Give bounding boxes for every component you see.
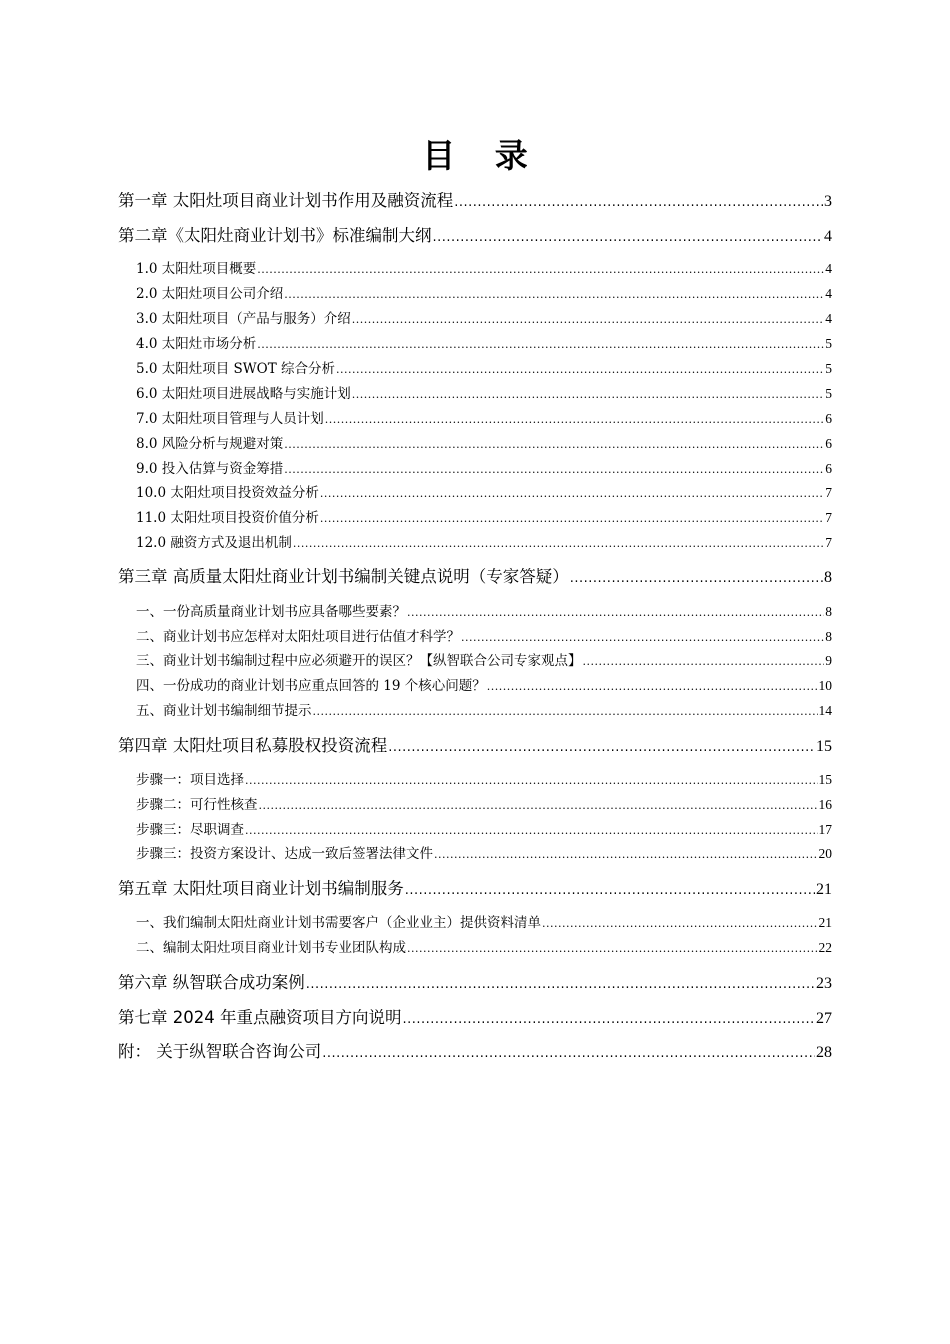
toc-leader-dots — [433, 226, 824, 248]
toc-entry-page: 21 — [816, 881, 832, 898]
toc-subentry[interactable] — [136, 309, 832, 329]
toc-entry-text: 第五章 太阳灶项目商业计划书编制服务 — [118, 879, 404, 898]
toc-subentry[interactable] — [136, 533, 832, 553]
toc-entry-text: 第一章 太阳灶项目商业计划书作用及融资流程 — [118, 191, 454, 210]
toc-entry-text: 一、我们编制太阳灶商业计划书需要客户（企业业主）提供资料清单 — [136, 915, 541, 931]
toc-entry-page: 16 — [818, 797, 832, 812]
toc-entry-page: 6 — [825, 411, 832, 426]
toc-entry-text: 二、商业计划书应怎样对太阳灶项目进行估值才科学？ — [136, 629, 460, 645]
toc-entry-page: 3 — [824, 193, 832, 210]
toc-entry-page: 4 — [825, 311, 832, 326]
toc-entry[interactable] — [118, 1006, 832, 1030]
toc-leader-dots — [434, 845, 818, 864]
toc-entry-page: 5 — [825, 361, 832, 376]
toc-entry-text: 一、一份高质量商业计划书应具备哪些要素？ — [136, 604, 406, 620]
toc-entry-text: 12.0 融资方式及退出机制 — [136, 535, 292, 551]
toc-entry-text: 8.0 风险分析与规避对策 — [136, 436, 284, 452]
toc-entry-text: 2.0 太阳灶项目公司介绍 — [136, 286, 284, 302]
toc-leader-dots — [583, 652, 825, 671]
toc-entry[interactable] — [118, 565, 832, 589]
toc-leader-dots — [257, 335, 824, 354]
toc-entry-page: 17 — [818, 822, 832, 837]
toc-leader-dots — [322, 1042, 815, 1064]
toc-leader-dots — [542, 914, 818, 933]
toc-entry-page: 6 — [825, 461, 832, 476]
toc-leader-dots — [570, 567, 823, 589]
toc-entry[interactable] — [118, 224, 832, 248]
toc-subentry[interactable] — [136, 359, 832, 379]
toc-entry-page: 7 — [825, 535, 832, 550]
toc-subentry[interactable] — [136, 259, 832, 279]
toc-leader-dots — [257, 260, 824, 279]
toc-title: 目 录 — [422, 136, 542, 175]
toc-leader-dots — [487, 677, 818, 696]
toc-entry-page: 4 — [825, 261, 832, 276]
toc-leader-dots — [245, 821, 818, 840]
toc-leader-dots — [320, 484, 824, 503]
toc-entry-page: 21 — [818, 915, 832, 930]
toc-entry-page: 4 — [825, 286, 832, 301]
toc-entry-page: 23 — [816, 975, 832, 992]
toc-subentry[interactable] — [136, 384, 832, 404]
toc-subentry[interactable] — [136, 508, 832, 528]
toc-entry-page: 14 — [818, 703, 832, 718]
toc-entry-text: 第三章 高质量太阳灶商业计划书编制关键点说明（专家答疑） — [118, 567, 569, 586]
toc-entry-text: 10.0 太阳灶项目投资效益分析 — [136, 485, 319, 501]
toc-subentry[interactable] — [136, 770, 832, 790]
toc-leader-dots — [284, 435, 824, 454]
toc-subentry[interactable] — [136, 938, 832, 958]
toc-entry-text: 第四章 太阳灶项目私募股权投资流程 — [118, 736, 388, 755]
toc-leader-dots — [336, 360, 824, 379]
toc-leader-dots — [284, 460, 824, 479]
toc-leader-dots — [407, 603, 824, 622]
toc-subentry[interactable] — [136, 459, 832, 479]
toc-subentry[interactable] — [136, 913, 832, 933]
toc-entry-text: 3.0 太阳灶项目（产品与服务）介绍 — [136, 311, 351, 327]
toc-entry-text: 7.0 太阳灶项目管理与人员计划 — [136, 411, 324, 427]
toc-entry-text: 附： 关于纵智联合咨询公司 — [118, 1042, 322, 1061]
toc-entry-page: 28 — [816, 1044, 832, 1061]
toc-leader-dots — [352, 385, 824, 404]
toc-entry[interactable] — [118, 971, 832, 995]
toc-leader-dots — [313, 702, 818, 721]
toc-subentry[interactable] — [136, 602, 832, 622]
toc-subentry[interactable] — [136, 820, 832, 840]
toc-entry-page: 10 — [818, 678, 832, 693]
toc-leader-dots — [245, 771, 818, 790]
toc-entry-text: 步骤一：项目选择 — [136, 772, 244, 788]
toc-entry-page: 9 — [825, 653, 832, 668]
toc-entry-page: 20 — [818, 846, 832, 861]
toc-entry-text: 6.0 太阳灶项目进展战略与实施计划 — [136, 386, 351, 402]
toc-subentry[interactable] — [136, 676, 832, 696]
toc-leader-dots — [407, 939, 818, 958]
toc-entry-page: 6 — [825, 436, 832, 451]
toc-entry-page: 5 — [825, 336, 832, 351]
toc-entry[interactable] — [118, 734, 832, 758]
toc-leader-dots — [284, 285, 824, 304]
toc-entry-page: 8 — [825, 604, 832, 619]
toc-subentry[interactable] — [136, 409, 832, 429]
toc-entry-page: 27 — [816, 1010, 832, 1027]
toc-entry-text: 步骤三：尽职调查 — [136, 822, 244, 838]
toc-leader-dots — [405, 879, 815, 901]
toc-entry-page: 15 — [816, 738, 832, 755]
toc-entry-page: 7 — [825, 510, 832, 525]
toc-entry-page: 7 — [825, 485, 832, 500]
toc-entry-text: 五、商业计划书编制细节提示 — [136, 703, 312, 719]
toc-entry-text: 第七章 2024 年重点融资项目方向说明 — [118, 1008, 402, 1027]
toc-entry[interactable] — [118, 1040, 832, 1064]
toc-entry-text: 步骤三：投资方案设计、达成一致后签署法律文件 — [136, 846, 433, 862]
toc-entry-page: 22 — [818, 940, 832, 955]
toc-subentry[interactable] — [136, 701, 832, 721]
toc-leader-dots — [306, 973, 815, 995]
toc-entry-text: 四、一份成功的商业计划书应重点回答的 19 个核心问题？ — [136, 678, 486, 694]
toc-subentry[interactable] — [136, 334, 832, 354]
toc-entry-text: 三、商业计划书编制过程中应必须避开的误区？【纵智联合公司专家观点】 — [136, 653, 582, 669]
toc-entry-text: 4.0 太阳灶市场分析 — [136, 336, 257, 352]
toc-entry[interactable] — [118, 189, 832, 213]
toc-entry-text: 11.0 太阳灶项目投资价值分析 — [136, 510, 319, 526]
toc-entry-page: 5 — [825, 386, 832, 401]
toc-entry-text: 二、编制太阳灶项目商业计划书专业团队构成 — [136, 940, 406, 956]
toc-subentry[interactable] — [136, 284, 832, 304]
toc-subentry[interactable] — [136, 627, 832, 647]
toc-subentry[interactable] — [136, 434, 832, 454]
toc-entry-page: 8 — [824, 569, 832, 586]
toc-leader-dots — [461, 628, 824, 647]
toc-entry-page: 15 — [818, 772, 832, 787]
toc-leader-dots — [388, 736, 815, 758]
toc-leader-dots — [293, 534, 824, 553]
toc-subentry[interactable] — [136, 795, 832, 815]
toc-entry-page: 4 — [824, 228, 832, 245]
toc-leader-dots — [402, 1008, 815, 1030]
toc-entry-text: 5.0 太阳灶项目 SWOT 综合分析 — [136, 361, 336, 377]
toc-entry-page: 8 — [825, 629, 832, 644]
toc-subentry[interactable] — [136, 651, 832, 671]
toc-entry-text: 第六章 纵智联合成功案例 — [118, 973, 305, 992]
toc-subentry[interactable] — [136, 844, 832, 864]
toc-leader-dots — [352, 310, 824, 329]
toc-leader-dots — [325, 410, 824, 429]
toc-subentry[interactable] — [136, 483, 832, 503]
toc-leader-dots — [454, 191, 823, 213]
toc-entry-text: 1.0 太阳灶项目概要 — [136, 261, 257, 277]
toc-entry-text: 步骤二：可行性核查 — [136, 797, 258, 813]
toc-entry-text: 第二章《太阳灶商业计划书》标准编制大纲 — [118, 226, 432, 245]
toc-entry[interactable] — [118, 877, 832, 901]
toc-leader-dots — [320, 509, 824, 528]
toc-entry-text: 9.0 投入估算与资金筹措 — [136, 461, 284, 477]
toc-leader-dots — [259, 796, 818, 815]
